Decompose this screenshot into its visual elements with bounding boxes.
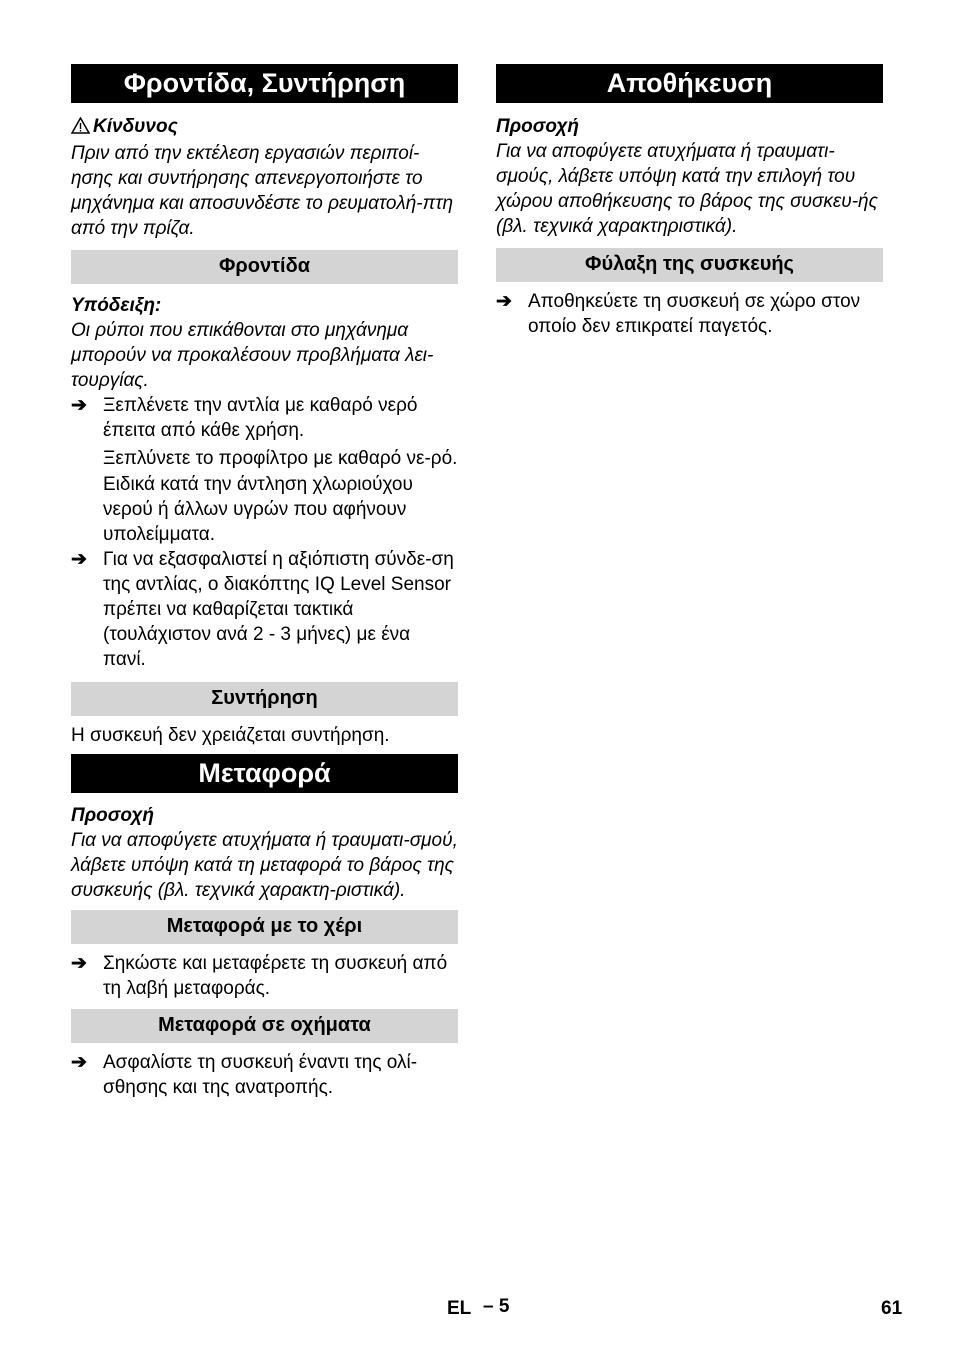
footer-page-number: 61 [881, 1298, 903, 1319]
list-item [71, 951, 458, 1001]
section-title-storage: Αποθήκευση [496, 64, 883, 103]
danger-heading [71, 114, 458, 141]
footer-language: EL [447, 1298, 472, 1319]
vehicle-transport-step: Ασφαλίστε τη συσκευή έναντι της ολί-σθησης και της ανατροπής. [103, 1052, 418, 1098]
danger-label: Κίνδυνος [93, 116, 178, 137]
danger-text: Πριν από την εκτέλεση εργασιών περιποί-ησης και συντήρησης απενεργοποιήστε το μηχάνημα και αποσυνδέστε το ρευματολή-πτη από την πρίζα. [71, 143, 454, 239]
arrow-right-icon: ➔ [71, 953, 87, 974]
storage-step: Αποθηκεύετε τη συσκευή σε χώρο στον οποίο δεν επικρατεί παγετός. [528, 291, 861, 337]
list-item [71, 393, 458, 443]
caution-text: Για να αποφύγετε ατυχήματα ή τραυματι-σμούς, λάβετε υπόψη κατά την επιλογή του χώρου αποθήκευσης το βάρος της συσκευ-ής (βλ. τεχνικά χαρακτηριστικά). [496, 141, 878, 237]
caution-text: Για να αποφύγετε ατυχήματα ή τραυματι-σμού, λάβετε υπόψη κατά τη μεταφορά το βάρος της συσκευής (βλ. τεχνικά χαρακτη-ριστικά). [71, 830, 458, 901]
footer-local-page: – 5 [483, 1296, 510, 1317]
note-text: Οι ρύποι που επικάθονται στο μηχάνημα μπορούν να προκαλέσουν προβλήματα λει-τουργίας. [71, 320, 434, 391]
caution-label: Προσοχή [496, 116, 580, 137]
care-step-1-b: Ξεπλύνετε το προφίλτρο με καθαρό νε-ρό. [103, 448, 458, 469]
maintenance-text: Η συσκευή δεν χρειάζεται συντήρηση. [71, 725, 390, 746]
care-step-2: Για να εξασφαλιστεί η αξιόπιστη σύνδε-ση της αντλίας, ο διακόπτης IQ Level Sensor πρέπει να καθαρίζεται τακτικά (τουλάχιστον ανά 2 - 3 μήνες) με ένα πανί. [103, 549, 454, 670]
hand-transport-step: Σηκώστε και μεταφέρετε τη συσκευή από τη λαβή μεταφοράς. [103, 953, 448, 999]
caution-label: Προσοχή [71, 805, 155, 826]
subsection-title-care: Φροντίδα [71, 250, 458, 284]
arrow-right-icon: ➔ [71, 1052, 87, 1073]
subsection-title-maintenance: Συντήρηση [71, 682, 458, 716]
note-label: Υπόδειξη: [71, 295, 162, 316]
arrow-right-icon: ➔ [71, 395, 87, 416]
subsection-title-vehicle-transport: Μεταφορά σε οχήματα [71, 1009, 458, 1043]
list-item [71, 1050, 458, 1100]
list-item [496, 289, 883, 339]
subsection-title-device-storage: Φύλαξη της συσκευής [496, 248, 883, 282]
care-step-1: Ξεπλένετε την αντλία με καθαρό νερό έπειτα από κάθε χρήση. [103, 395, 418, 441]
section-title-care-maintenance: Φροντίδα, Συντήρηση [71, 64, 458, 103]
right-column [496, 64, 883, 339]
arrow-right-icon: ➔ [496, 291, 512, 312]
subsection-title-hand-transport: Μεταφορά με το χέρι [71, 910, 458, 944]
care-step-1-c: Ειδικά κατά την άντληση χλωριούχου νερού ή άλλων υγρών που αφήνουν υπολείμματα. [103, 474, 413, 545]
arrow-right-icon: ➔ [71, 549, 87, 570]
section-title-transport: Μεταφορά [71, 754, 458, 793]
left-column [71, 64, 458, 1100]
warning-triangle-icon [71, 116, 93, 141]
list-item [71, 547, 458, 672]
